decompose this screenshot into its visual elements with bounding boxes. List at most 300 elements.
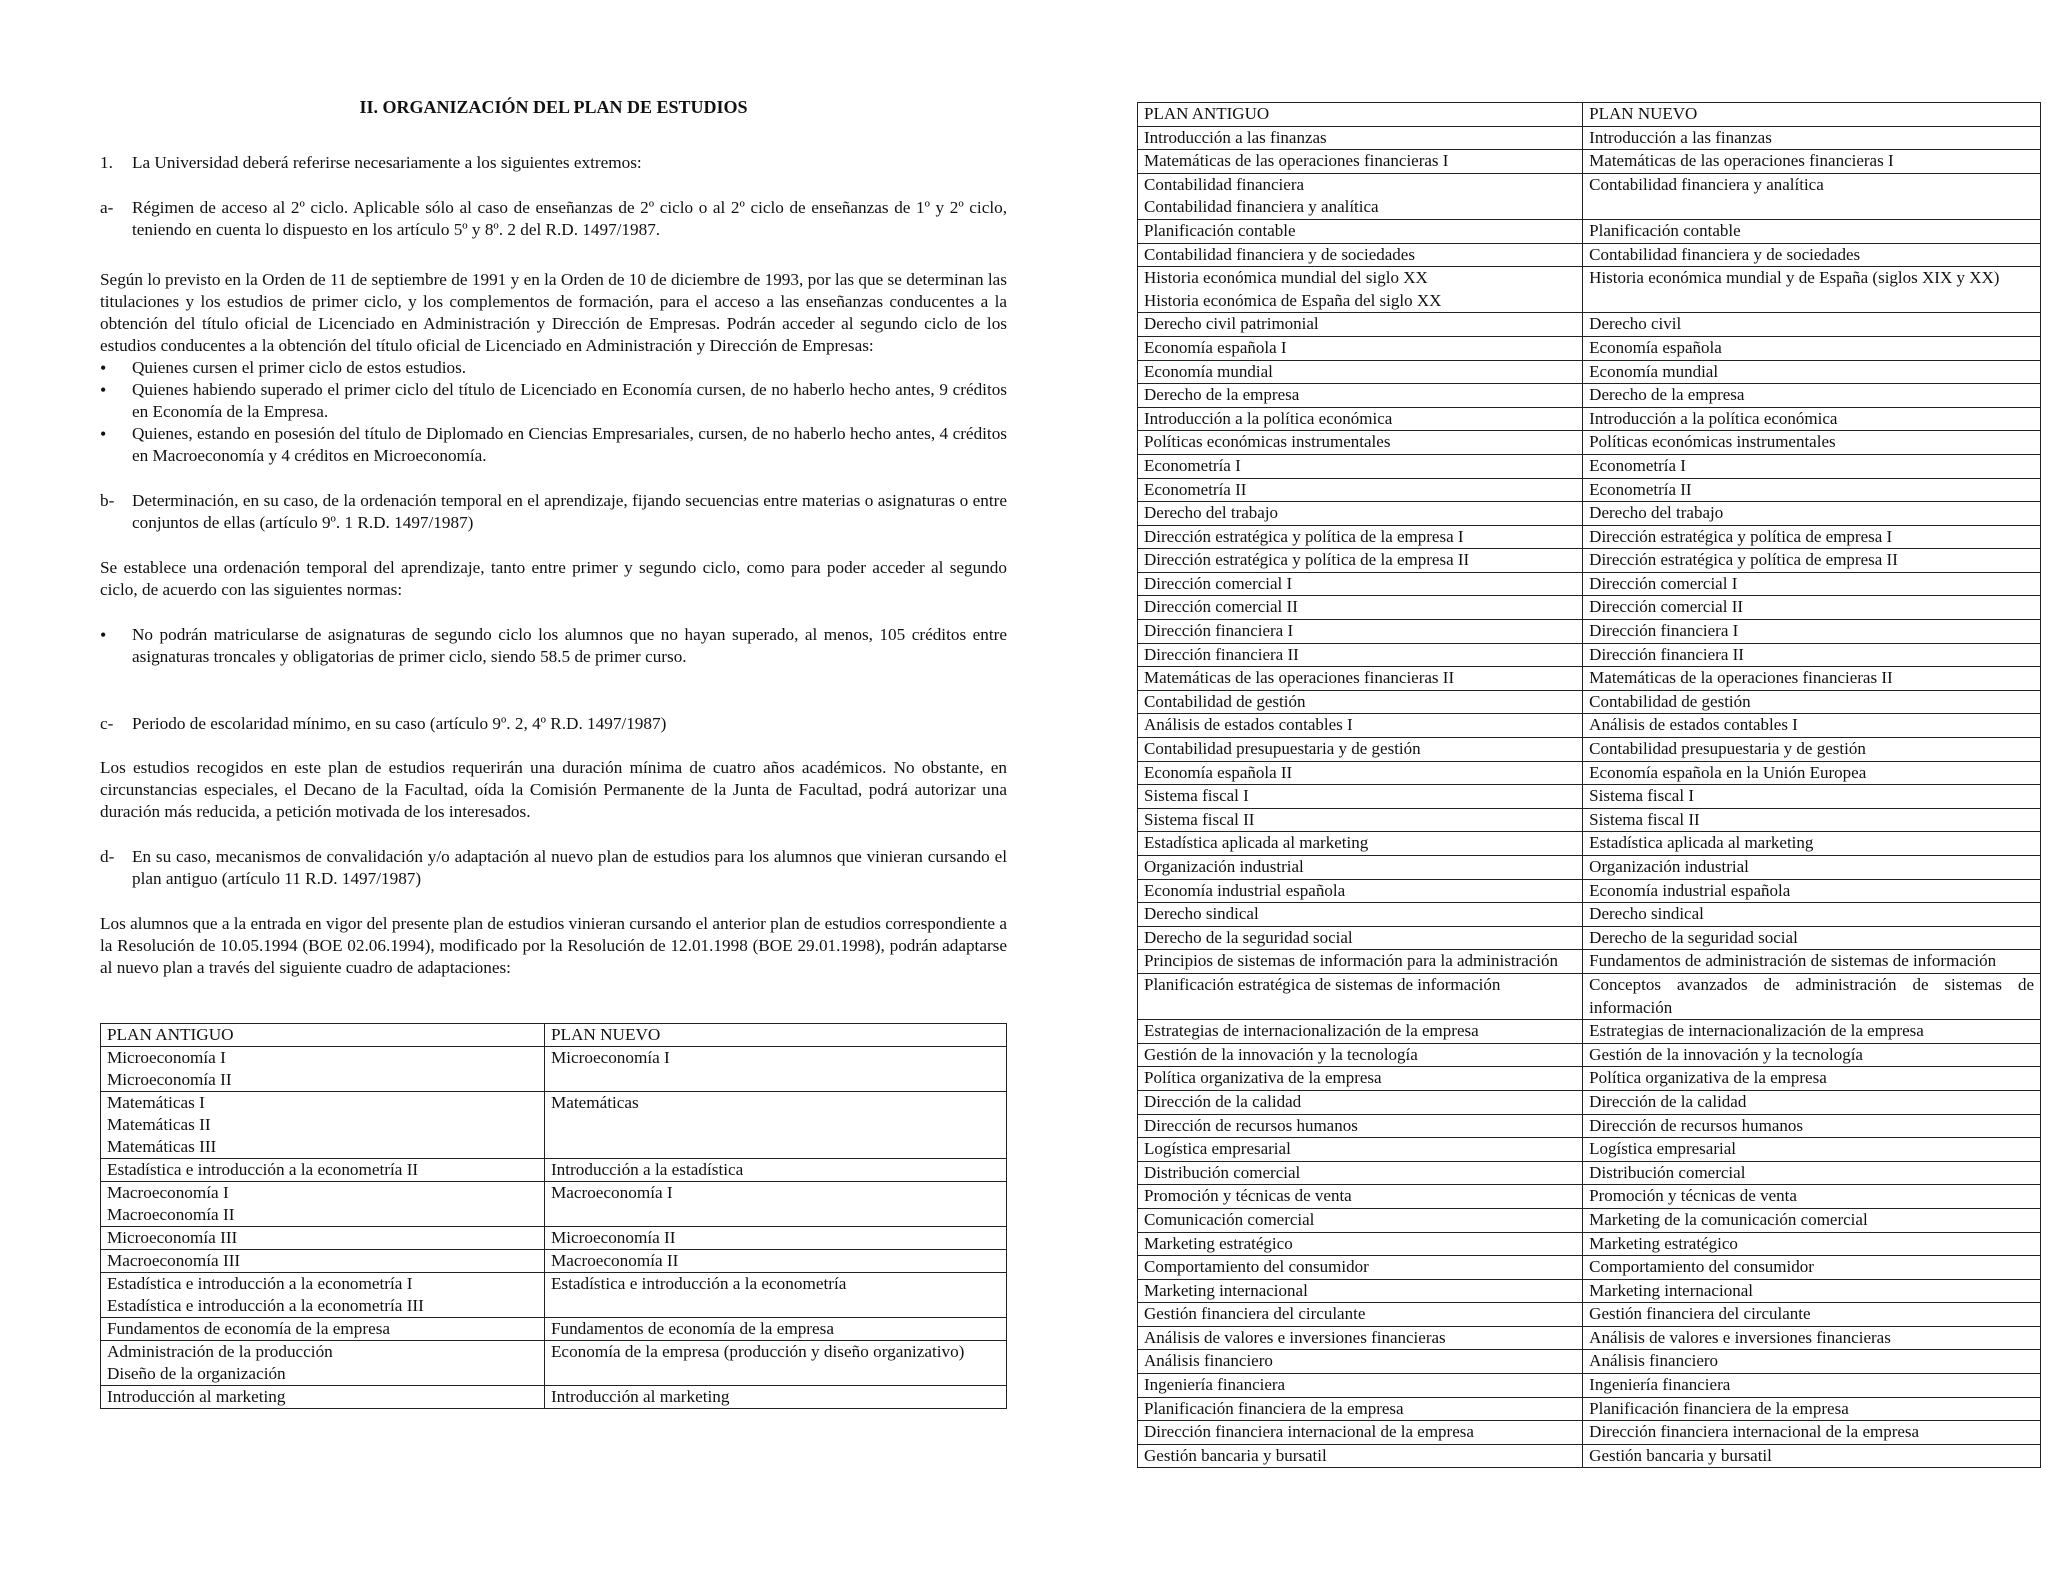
old-plan-cell [1138,1185,1583,1209]
new-plan-cell: Marketing internacional [1583,1279,2041,1303]
old-plan-subject: Introducción al marketing [107,1387,286,1406]
section-title: II. ORGANIZACIÓN DEL PLAN DE ESTUDIOS [359,97,748,117]
new-plan-cell: Gestión financiera del circulante [1583,1303,2041,1327]
left-column [100,96,1007,1409]
old-plan-subject: Economía mundial [1144,361,1273,381]
table-row [1138,620,2041,644]
table-row [101,1341,1007,1386]
old-plan-cell [1138,1043,1583,1067]
table-row [1138,126,2041,150]
table-row [101,1159,1007,1182]
old-plan-subject: Logística empresarial [1144,1139,1291,1159]
new-plan-cell: Dirección financiera II [1583,643,2041,667]
table-row [1138,1303,2041,1327]
new-plan-cell: Contabilidad presupuestaria y de gestión [1583,738,2041,762]
old-plan-subject: Planificación estratégica de sistemas de información [1144,974,1501,994]
table-row [1138,219,2041,243]
new-plan-cell: Logística empresarial [1583,1138,2041,1162]
table-row [1138,1279,2041,1303]
table-row [1138,173,2041,219]
paragraph-duration: Los estudios recogidos en este plan de estudios requerirán una duración mínima de cuatro años académicos. No obstante, en circunstancias especiales, el Decano de la Facultad, oída la Comisión Permanente de la Junta de Facultad, podrá autorizar una duración más reducida, a petición motivada de los interesados. [100,758,1007,821]
old-plan-cell [1138,243,1583,267]
table-row [1138,1090,2041,1114]
old-plan-subject: Matemáticas II [107,1115,211,1134]
new-plan-cell: Derecho de la seguridad social [1583,926,2041,950]
old-plan-subject: Derecho de la seguridad social [1144,927,1353,947]
old-plan-subject: Fundamentos de economía de la empresa [107,1319,391,1338]
new-plan-cell: Derecho civil [1583,313,2041,337]
table-row [1138,973,2041,1019]
item-1-text: La Universidad deberá referirse necesariamente a los siguientes extremos: [132,153,642,172]
new-plan-cell: Derecho del trabajo [1583,502,2041,526]
old-plan-cell [1138,856,1583,880]
old-plan-subject: Contabilidad financiera y analítica [1144,197,1379,217]
old-plan-subject: Microeconomía III [107,1228,238,1247]
new-plan-cell: Conceptos avanzados de administración de sistemas de información [1583,973,2041,1019]
old-plan-subject: Econometría II [1144,479,1247,499]
old-plan-subject: Políticas económicas instrumentales [1144,432,1391,452]
table-row [1138,1256,2041,1280]
item-a-marker: a- [100,198,114,217]
old-plan-cell [1138,1279,1583,1303]
table-row [1138,761,2041,785]
new-plan-cell: Introducción a la política económica [1583,407,2041,431]
old-plan-subject: Comportamiento del consumidor [1144,1257,1369,1277]
table-row [1138,549,2041,573]
table-row [1138,785,2041,809]
table-row [1138,690,2041,714]
new-plan-cell: Introducción al marketing [544,1386,1006,1409]
table-row [1138,1161,2041,1185]
table-row [1138,738,2041,762]
old-plan-subject: Macroeconomía II [107,1205,235,1224]
table-row [101,1250,1007,1273]
old-plan-cell [1138,761,1583,785]
old-plan-subject: Distribución comercial [1144,1162,1301,1182]
old-plan-cell [1138,620,1583,644]
old-plan-cell [101,1341,545,1386]
table-row [1138,478,2041,502]
bullet-item: • Quienes habiendo superado el primer ciclo del título de Licenciado en Economía cursen, de no haberlo hecho antes, 9 créditos en Economía de la Empresa. [100,379,1007,423]
old-plan-subject: Derecho sindical [1144,904,1259,924]
old-plan-cell [1138,950,1583,974]
adaptation-table-right [1137,102,2041,1468]
old-plan-cell [1138,572,1583,596]
table-row [1138,1397,2041,1421]
old-plan-cell [1138,173,1583,219]
old-plan-subject: Derecho del trabajo [1144,503,1279,523]
new-plan-cell: Estadística aplicada al marketing [1583,832,2041,856]
item-d-marker: d- [100,847,115,866]
table-row [1138,879,2041,903]
new-plan-cell: Marketing de la comunicación comercial [1583,1208,2041,1232]
new-plan-cell: Matemáticas [544,1092,1006,1159]
old-plan-subject: Análisis de valores e inversiones financieras [1144,1327,1446,1347]
new-plan-cell: Sistema fiscal I [1583,785,2041,809]
table-row [1138,643,2041,667]
old-plan-subject: Econometría I [1144,455,1241,475]
table-row [1138,267,2041,313]
new-plan-cell: Matemáticas de las operaciones financieras I [1583,150,2041,174]
new-plan-cell: Matemáticas de la operaciones financieras II [1583,667,2041,691]
new-plan-cell: Historia económica mundial y de España (siglos XIX y XX) [1583,267,2041,313]
old-plan-subject: Macroeconomía I [107,1183,229,1202]
old-plan-subject: Planificación contable [1144,220,1296,240]
table-row [101,1227,1007,1250]
old-plan-subject: Principios de sistemas de información para la administración [1144,951,1559,971]
new-plan-cell: Planificación financiera de la empresa [1583,1397,2041,1421]
old-plan-cell [1138,525,1583,549]
table-row [1138,454,2041,478]
old-plan-cell [101,1386,545,1409]
new-plan-cell: Dirección financiera I [1583,620,2041,644]
bullet-item: • Quienes, estando en posesión del título de Diplomado en Ciencias Empresariales, cursen, de no haberlo hecho antes, 4 créditos en Macroeconomía y 4 créditos en Microeconomía. [100,423,1007,467]
old-plan-cell [1138,903,1583,927]
item-b-text: Determinación, en su caso, de la ordenación temporal en el aprendizaje, fijando secuencias entre materias o asignaturas o entre conjuntos de ellas (artículo 9º. 1 R.D. 1497/1987) [132,491,1007,532]
old-plan-subject: Derecho de la empresa [1144,385,1300,405]
old-plan-cell [1138,502,1583,526]
old-plan-subject: Dirección comercial II [1144,597,1298,617]
old-plan-subject: Política organizativa de la empresa [1144,1068,1382,1088]
old-plan-cell [1138,407,1583,431]
old-plan-subject: Ingeniería financiera [1144,1375,1286,1395]
old-plan-subject: Comunicación comercial [1144,1209,1315,1229]
old-plan-subject: Introducción a las finanzas [1144,127,1327,147]
old-plan-cell [1138,1020,1583,1044]
new-plan-cell: Fundamentos de administración de sistemas de información [1583,950,2041,974]
table-row [1138,1185,2041,1209]
old-plan-cell [1138,643,1583,667]
old-plan-cell [1138,360,1583,384]
new-plan-cell: Derecho sindical [1583,903,2041,927]
old-plan-cell [1138,667,1583,691]
new-plan-cell: Econometría II [1583,478,2041,502]
item-a-text: Régimen de acceso al 2º ciclo. Aplicable sólo al caso de enseñanzas de 2º ciclo o al 2º ciclo de enseñanzas de 1º y 2º ciclo, teniendo en cuenta lo dispuesto en los artículo 5º y 8º. 2 del R.D. 1497/1987. [132,198,1007,239]
new-plan-cell: Macroeconomía II [544,1250,1006,1273]
old-plan-cell [1138,1232,1583,1256]
new-plan-cell: Economía española en la Unión Europea [1583,761,2041,785]
new-plan-cell: Análisis de valores e inversiones financieras [1583,1326,2041,1350]
new-plan-cell: Contabilidad financiera y analítica [1583,173,2041,219]
table-row [1138,502,2041,526]
old-plan-subject: Dirección financiera I [1144,621,1294,641]
old-plan-subject: Gestión bancaria y bursatil [1144,1445,1327,1465]
new-plan-cell: Dirección comercial I [1583,572,2041,596]
item-1-marker: 1. [100,153,113,172]
old-plan-cell [101,1159,545,1182]
old-plan-subject: Estadística e introducción a la econometría III [107,1296,424,1315]
table-row [1138,1232,2041,1256]
old-plan-subject: Gestión de la innovación y la tecnología [1144,1044,1418,1064]
old-plan-cell [1138,1397,1583,1421]
new-plan-cell: Microeconomía II [544,1227,1006,1250]
item-a [100,197,1007,241]
old-plan-cell [101,1318,545,1341]
old-plan-cell [1138,1114,1583,1138]
old-plan-cell [1138,1138,1583,1162]
old-plan-subject: Matemáticas III [107,1137,217,1156]
new-plan-cell: Análisis de estados contables I [1583,714,2041,738]
new-plan-cell: Ingeniería financiera [1583,1374,2041,1398]
old-plan-subject: Economía industrial española [1144,880,1346,900]
old-plan-subject: Economía española I [1144,337,1287,357]
new-plan-cell: Dirección de recursos humanos [1583,1114,2041,1138]
old-plan-subject: Planificación financiera de la empresa [1144,1398,1404,1418]
old-plan-subject: Administración de la producción [107,1342,333,1361]
table-row [1138,1326,2041,1350]
old-plan-cell [1138,832,1583,856]
old-plan-subject: Análisis de estados contables I [1144,715,1353,735]
old-plan-cell [1138,454,1583,478]
table-row [1138,1444,2041,1468]
old-plan-cell [1138,926,1583,950]
old-plan-subject: Sistema fiscal II [1144,809,1255,829]
old-plan-cell [1138,808,1583,832]
new-plan-cell: Dirección de la calidad [1583,1090,2041,1114]
old-plan-cell [1138,267,1583,313]
table-row [1138,360,2041,384]
table-row [1138,384,2041,408]
old-plan-cell [1138,1350,1583,1374]
old-plan-cell [1138,1161,1583,1185]
table-row [101,1318,1007,1341]
ordering-bullet-list [100,624,1007,668]
old-plan-subject: Gestión financiera del circulante [1144,1304,1366,1324]
old-plan-subject: Dirección estratégica y política de la empresa I [1144,526,1464,546]
old-plan-cell [1138,596,1583,620]
table-row [1138,1350,2041,1374]
old-plan-cell [1138,219,1583,243]
header-plan-antiguo: PLAN ANTIGUO [1138,103,1583,127]
new-plan-cell: Fundamentos de economía de la empresa [544,1318,1006,1341]
old-plan-cell [1138,1421,1583,1445]
table-row [1138,596,2041,620]
table-row [1138,336,2041,360]
table-row [1138,572,2041,596]
old-plan-subject: Macroeconomía III [107,1251,241,1270]
new-plan-cell: Dirección estratégica y política de empresa I [1583,525,2041,549]
table-row [101,1047,1007,1092]
old-plan-cell [1138,1090,1583,1114]
table-row [1138,832,2041,856]
old-plan-cell [101,1182,545,1227]
new-plan-cell: Dirección comercial II [1583,596,2041,620]
old-plan-cell [1138,478,1583,502]
old-plan-subject: Introducción a la política económica [1144,408,1393,428]
new-plan-cell: Comportamiento del consumidor [1583,1256,2041,1280]
item-1 [100,152,1007,174]
old-plan-subject: Marketing estratégico [1144,1233,1293,1253]
bullet-item: • No podrán matricularse de asignaturas de segundo ciclo los alumnos que no hayan superado, al menos, 105 créditos entre asignaturas troncales y obligatorias de primer ciclo, siendo 58.5 de primer curso. [100,624,1007,668]
new-plan-cell: Microeconomía I [544,1047,1006,1092]
item-b-marker: b- [100,491,115,510]
paragraph-adaptation: Los alumnos que a la entrada en vigor del presente plan de estudios vinieran cursando el anterior plan de estudios correspondiente a la Resolución de 10.05.1994 (BOE 02.06.1994), modificado por la Resolución de 12.01.1998 (BOE 29.01.1998), podrán adaptarse al nuevo plan a través del siguiente cuadro de adaptaciones: [100,914,1007,977]
old-plan-cell [101,1092,545,1159]
paragraph-ordering: Se establece una ordenación temporal del aprendizaje, tanto entre primer y segundo ciclo, como para poder acceder al segundo ciclo, de acuerdo con las siguientes normas: [100,558,1007,599]
old-plan-subject: Sistema fiscal I [1144,786,1249,806]
old-plan-subject: Promoción y técnicas de venta [1144,1186,1352,1206]
old-plan-subject: Microeconomía II [107,1070,232,1089]
new-plan-cell: Distribución comercial [1583,1161,2041,1185]
old-plan-cell [1138,1256,1583,1280]
item-d-text: En su caso, mecanismos de convalidación y/o adaptación al nuevo plan de estudios para los alumnos que vinieran cursando el plan antiguo (artículo 11 R.D. 1497/1987) [132,847,1007,888]
table-row [1138,1138,2041,1162]
item-c [100,713,1007,735]
old-plan-cell [1138,973,1583,1019]
new-plan-cell: Economía de la empresa (producción y diseño organizativo) [544,1341,1006,1386]
item-d [100,846,1007,890]
new-plan-cell: Marketing estratégico [1583,1232,2041,1256]
new-plan-cell: Planificación contable [1583,219,2041,243]
table-row [1138,926,2041,950]
new-plan-cell: Dirección financiera internacional de la empresa [1583,1421,2041,1445]
old-plan-cell [1138,1326,1583,1350]
new-plan-cell: Estadística e introducción a la econometría [544,1273,1006,1318]
new-plan-cell: Derecho de la empresa [1583,384,2041,408]
new-plan-cell: Políticas económicas instrumentales [1583,431,2041,455]
old-plan-cell [1138,714,1583,738]
bullet-item: • Quienes cursen el primer ciclo de estos estudios. [100,357,1007,379]
old-plan-cell [1138,1374,1583,1398]
new-plan-cell: Introducción a la estadística [544,1159,1006,1182]
old-plan-cell [1138,431,1583,455]
new-plan-cell: Introducción a las finanzas [1583,126,2041,150]
item-b [100,490,1007,534]
old-plan-cell [1138,150,1583,174]
new-plan-cell: Gestión de la innovación y la tecnología [1583,1043,2041,1067]
old-plan-cell [1138,1208,1583,1232]
table-row [1138,1043,2041,1067]
table-row [1138,808,2041,832]
old-plan-subject: Contabilidad financiera [1144,174,1305,194]
table-row [101,1092,1007,1159]
old-plan-subject: Dirección de recursos humanos [1144,1115,1358,1135]
old-plan-subject: Matemáticas de las operaciones financieras I [1144,151,1449,171]
table-row [1138,525,2041,549]
table-row [1138,431,2041,455]
old-plan-subject: Dirección estratégica y política de la empresa II [1144,550,1470,570]
new-plan-cell: Gestión bancaria y bursatil [1583,1444,2041,1468]
old-plan-subject: Microeconomía I [107,1048,226,1067]
table-row [1138,1020,2041,1044]
table-row [101,1182,1007,1227]
old-plan-subject: Dirección de la calidad [1144,1091,1302,1111]
old-plan-subject: Historia económica mundial del siglo XX [1144,268,1428,288]
table-row [101,1386,1007,1409]
old-plan-subject: Dirección financiera II [1144,644,1299,664]
right-column [1137,102,2041,1468]
access-bullet-list [100,357,1007,467]
old-plan-subject: Marketing internacional [1144,1280,1308,1300]
table-row [1138,243,2041,267]
old-plan-cell [1138,785,1583,809]
table-row [1138,667,2041,691]
old-plan-subject: Economía española II [1144,762,1293,782]
table-row [1138,1114,2041,1138]
adaptation-table-left [100,1023,1007,1409]
new-plan-cell: Estrategias de internacionalización de la empresa [1583,1020,2041,1044]
old-plan-subject: Dirección financiera internacional de la empresa [1144,1422,1474,1442]
old-plan-subject: Derecho civil patrimonial [1144,314,1319,334]
table-row [1138,1374,2041,1398]
old-plan-cell [101,1273,545,1318]
old-plan-cell [101,1227,545,1250]
table-row [1138,856,2041,880]
paragraph-access: Según lo previsto en la Orden de 11 de septiembre de 1991 y en la Orden de 10 de diciembre de 1993, por las que se determinan las titulaciones y los estudios de primer ciclo, y los complementos de formación, para el acceso a las enseñanzas conducentes a la obtención del título oficial de Licenciado en Administración y Dirección de Empresas. Podrán acceder al segundo ciclo de los estudios conducentes a la obtención del título oficial de Licenciado en Administración y Dirección de Empresas: [100,270,1007,355]
new-plan-cell: Economía mundial [1583,360,2041,384]
old-plan-cell [1138,126,1583,150]
header-plan-nuevo: PLAN NUEVO [1583,103,2041,127]
new-plan-cell: Dirección estratégica y política de empresa II [1583,549,2041,573]
old-plan-subject: Estrategias de internacionalización de la empresa [1144,1021,1479,1041]
old-plan-subject: Contabilidad financiera y de sociedades [1144,244,1415,264]
new-plan-cell: Organización industrial [1583,856,2041,880]
table-row [1138,407,2041,431]
old-plan-subject: Matemáticas de las operaciones financieras II [1144,668,1455,688]
new-plan-cell: Contabilidad financiera y de sociedades [1583,243,2041,267]
table-row [1138,1067,2041,1091]
table-header-row [101,1024,1007,1047]
table-row [1138,903,2041,927]
old-plan-subject: Diseño de la organización [107,1364,286,1383]
old-plan-subject: Estadística aplicada al marketing [1144,833,1369,853]
old-plan-subject: Dirección comercial I [1144,573,1293,593]
new-plan-cell: Política organizativa de la empresa [1583,1067,2041,1091]
old-plan-cell [1138,738,1583,762]
old-plan-subject: Estadística e introducción a la econometría I [107,1274,413,1293]
item-c-text: Periodo de escolaridad mínimo, en su caso (artículo 9º. 2, 4º R.D. 1497/1987) [132,714,667,733]
table-row [1138,714,2041,738]
new-plan-cell: Sistema fiscal II [1583,808,2041,832]
table-row [1138,1208,2041,1232]
old-plan-subject: Matemáticas I [107,1093,205,1112]
old-plan-cell [1138,879,1583,903]
new-plan-cell: Econometría I [1583,454,2041,478]
item-c-marker: c- [100,714,114,733]
old-plan-cell [1138,384,1583,408]
old-plan-cell [1138,549,1583,573]
header-plan-nuevo: PLAN NUEVO [544,1024,1006,1047]
table-row [101,1273,1007,1318]
old-plan-cell [101,1047,545,1092]
new-plan-cell: Contabilidad de gestión [1583,690,2041,714]
old-plan-cell [1138,313,1583,337]
new-plan-cell: Economía española [1583,336,2041,360]
old-plan-subject: Contabilidad de gestión [1144,691,1306,711]
new-plan-cell: Promoción y técnicas de venta [1583,1185,2041,1209]
old-plan-cell [1138,1303,1583,1327]
table-row [1138,1421,2041,1445]
old-plan-subject: Historia económica de España del siglo XX [1144,290,1442,310]
table-row [1138,313,2041,337]
old-plan-subject: Contabilidad presupuestaria y de gestión [1144,739,1421,759]
old-plan-subject: Análisis financiero [1144,1351,1273,1371]
header-plan-antiguo: PLAN ANTIGUO [101,1024,545,1047]
old-plan-cell [1138,336,1583,360]
old-plan-cell [1138,690,1583,714]
old-plan-subject: Estadística e introducción a la econometría II [107,1160,419,1179]
old-plan-cell [1138,1067,1583,1091]
table-row [1138,150,2041,174]
old-plan-subject: Organización industrial [1144,857,1304,876]
new-plan-cell: Macroeconomía I [544,1182,1006,1227]
old-plan-cell [101,1250,545,1273]
table-row [1138,950,2041,974]
table-header-row [1138,103,2041,127]
new-plan-cell: Análisis financiero [1583,1350,2041,1374]
new-plan-cell: Economía industrial española [1583,879,2041,903]
old-plan-cell [1138,1444,1583,1468]
